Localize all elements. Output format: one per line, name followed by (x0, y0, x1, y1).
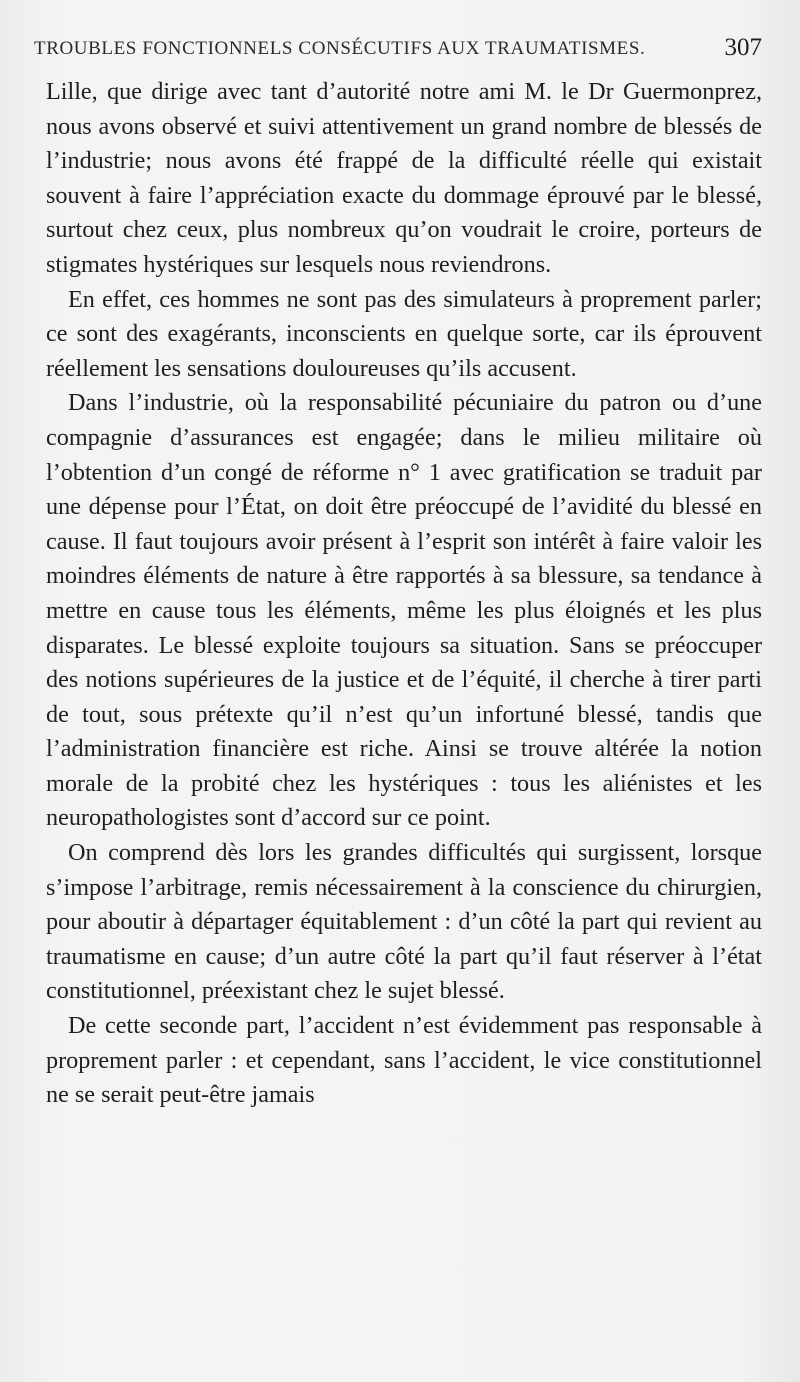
paragraph-1: Lille, que dirige avec tant d’autorité notre ami M. le Dr Guermonprez, nous avons observé et suivi attentivement un grand nombre de blessés de l’industrie; nous avons été frappé de la difficulté réelle qui existait souvent à faire l’appréciation exacte du dommage éprouvé par le blessé, surtout chez ceux, plus nombreux qu’on voudrait le croire, porteurs de stigmates hystériques sur lesquels nous reviendrons. (46, 78, 762, 278)
paragraph-4: On comprend dès lors les grandes difficultés qui surgissent, lorsque s’impose l’arbitrage, remis nécessairement à la conscience du chirurgien, pour aboutir à départager équitablement : d’un côté la part qui revient au traumatisme en cause; d’un autre côté la part qu’il faut réserver à l’état constitutionnel, préexistant chez le sujet blessé. (46, 839, 762, 1005)
paragraph-2: En effet, ces hommes ne sont pas des simulateurs à proprement parler; ce sont des exagérants, inconscients en quelque sorte, car ils éprouvent réellement les sensations douloureuses qu’ils accusent. (46, 285, 762, 382)
page-header (34, 34, 762, 68)
body-text (46, 75, 762, 1113)
paragraph-5: De cette seconde part, l’accident n’est évidemment pas responsable à proprement parler : et cependant, sans l’accident, le vice constitutionnel ne se serait peut-être jamais (46, 1012, 762, 1109)
running-head: TROUBLES FONCTIONNELS CONSÉCUTIFS AUX TRAUMATISMES. (34, 38, 646, 59)
paragraph-3: Dans l’industrie, où la responsabilité pécuniaire du patron ou d’une compagnie d’assurances est engagée; dans le milieu militaire où l’obtention d’un congé de réforme n° 1 avec gratification se traduit par une dépense pour l’État, on doit être préoccupé de l’avidité du blessé en cause. Il faut toujours avoir présent à l’esprit son intérêt à faire valoir les moindres éléments de nature à être rapportés à sa blessure, sa tendance à mettre en cause tous les éléments, même les plus éloignés et les plus disparates. Le blessé exploite toujours sa situation. Sans se préoccuper des notions supérieures de la justice et de l’équité, il cherche à tirer parti de tout, sous prétexte qu’il n’est qu’un infortuné blessé, tandis que l’administration financière est riche. Ainsi se trouve altérée la notion morale de la probité chez les hystériques : tous les aliénistes et les neuropathologistes sont d’accord sur ce point. (46, 389, 762, 832)
page-number: 307 (724, 34, 762, 61)
